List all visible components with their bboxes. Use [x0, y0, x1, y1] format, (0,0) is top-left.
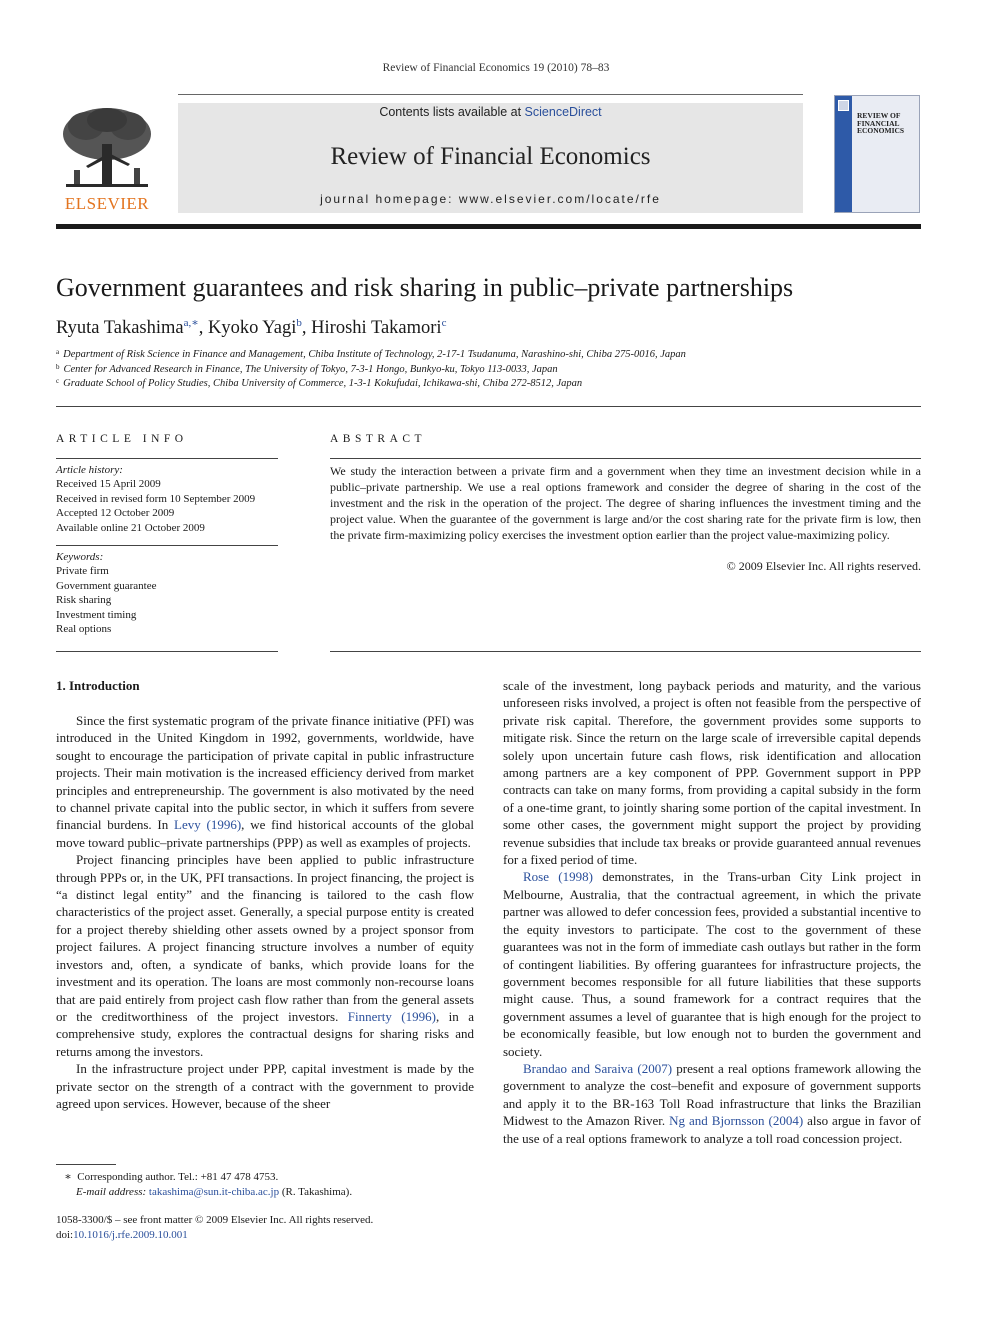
- journal-cover[interactable]: [834, 95, 920, 213]
- history-item: Accepted 12 October 2009: [56, 507, 175, 520]
- journal-homepage[interactable]: journal homepage: www.elsevier.com/locate/rfe: [320, 192, 661, 206]
- footnote-rule: [56, 1164, 116, 1165]
- sciencedirect-link[interactable]: ScienceDirect: [524, 105, 602, 119]
- history-item: Received 15 April 2009: [56, 478, 161, 491]
- author-sup[interactable]: a,∗: [183, 317, 199, 329]
- section-heading: 1. Introduction: [56, 678, 140, 693]
- paragraph: Brandao and Saraiva (2007) present a real options framework allowing the government to analyze the cost–benefit and exposure of government supports and apply it to the BR-163 Toll Road infrastructure that links the Brazilian Midwest to the Amazon River. Ng and Bjornsson (2004) also argue in favor of the use of a real options framework to analyze a toll road concession project.: [503, 1060, 922, 1146]
- divider: [330, 458, 921, 459]
- issn-line: 1058-3300/$ – see front matter © 2009 Elsevier Inc. All rights reserved. doi:10.1016/j.rfe.2009.10.001: [56, 1214, 374, 1241]
- paragraph: Rose (1998) demonstrates, in the Trans-urban City Link project in Melbourne, Australia, that the contractual agreement, in which the private partner was allowed to defer concession fees, provided a substantial incentive to the equity investors to participate. The cost to the government of these guarantees was not in the form of immediate cash outlays but rather in the form of contingent liabilities. By offering guarantees for infrastructure projects, the government becomes responsible for all future liabilities that these supports might cause. Thus, a sound framework for a contract requires that the government assumes a level of guarantee that is high enough for the project to be economically feasible, but low enough not to burden the government and society.: [503, 869, 921, 1059]
- author-sup[interactable]: b: [296, 317, 302, 329]
- copyright: © 2009 Elsevier Inc. All rights reserved.: [726, 559, 921, 573]
- cover-strip: [835, 96, 852, 212]
- paragraph: scale of the investment, long payback periods and maturity, and the various unforeseen risks involved, a project is often not feasible from the perspective of private risk capital. Therefore, the government provides some supports to mitigate risk. Since the return on the large scale of irreversible capital depends solely upon uncertain future cash flows, risk identification and allocation among partners are a key component of PPP. Government support in PPP contracts can take on many forms, from providing a capital subsidy in the form of a one-time grant, to jointly sharing some portion of the capital investment. In some other cases, the government might support the project by providing revenue subsidies that include tax breaks or provide guaranteed annual revenues for a fixed period of time.: [503, 678, 921, 868]
- footnotes: [56, 1170, 476, 1200]
- header-rule: [178, 94, 803, 95]
- citation-link[interactable]: Ng and Bjornsson (2004): [669, 1113, 804, 1129]
- paper-title: Government guarantees and risk sharing in public–private partnerships: [56, 273, 794, 302]
- divider: [330, 651, 921, 652]
- keywords: [56, 550, 286, 636]
- abstract-text: We study the interaction between a private firm and a government when they time an investment decision while in a public–private partnership. We use a real options framework and consider the degree of sharing in the cost of the investment and the risk in the operation of the project. The degree of sharing influences the investment timing and the project value. When the guarantee of the government is large and/or the cost sharing rate for the private firm is low, then the private firm-maximizing policy exercises the investment option earlier than the project value-maximizing policy.: [330, 464, 921, 542]
- author-list: Ryuta Takashima$^{a,∗}$, Kyoko Yagi$^b$, Hiroshi Takamori$^c$: [56, 317, 447, 338]
- keyword: Risk sharing: [56, 594, 112, 607]
- elsevier-logo[interactable]: [56, 104, 158, 214]
- author-name[interactable]: Ryuta Takashima: [56, 318, 184, 338]
- body-column-right: [503, 677, 921, 1147]
- keyword: Real options: [56, 623, 112, 636]
- body-column-left: [56, 712, 474, 1112]
- journal-title: Review of Financial Economics: [330, 143, 651, 170]
- history-item: Received in revised form 10 September 2009: [56, 492, 256, 505]
- divider: [56, 651, 278, 652]
- header-thick-rule: [56, 224, 921, 229]
- history-item: Available online 21 October 2009: [56, 521, 205, 534]
- citation-link[interactable]: Rose (1998): [523, 869, 593, 885]
- abstract-heading: ABSTRACT: [330, 433, 427, 445]
- author-name[interactable]: Kyoko Yagi: [207, 318, 297, 338]
- author-name[interactable]: Hiroshi Takamori: [311, 318, 442, 338]
- article-history: [56, 463, 286, 535]
- citation-link[interactable]: Brandao and Saraiva (2007): [523, 1060, 673, 1076]
- cover-title: REVIEW OF FINANCIAL ECONOMICS: [857, 111, 905, 135]
- contents-line: Contents lists available at ScienceDirect: [379, 105, 602, 119]
- journal-citation: Review of Financial Economics 19 (2010) 78–83: [382, 62, 610, 74]
- history-label: Article history:: [56, 464, 123, 476]
- corresponding-author-note: ∗ Corresponding author. Tel.: +81 47 478 4753.: [64, 1171, 279, 1183]
- tree-icon: [56, 104, 158, 192]
- article-info-heading: ARTICLE INFO: [56, 433, 188, 445]
- affiliation: $^b$ Center for Advanced Research in Finance, The University of Tokyo, 7-3-1 Hongo, Bunkyo-ku, Tokyo 113-0033, Japan: [56, 363, 558, 375]
- keyword: Private firm: [56, 565, 109, 578]
- email-link[interactable]: takashima@sun.it-chiba.ac.jp: [148, 1186, 280, 1198]
- citation-link[interactable]: Finnerty (1996): [347, 1008, 436, 1024]
- citation-link[interactable]: Levy (1996): [174, 817, 242, 833]
- keyword: Government guarantee: [56, 579, 157, 592]
- affiliation: $^a$ Department of Risk Science in Finance and Management, Chiba Institute of Technology, 2-17-1 Tsudanuma, Narashino-shi, Chiba 275-0016, Japan: [56, 348, 686, 360]
- paragraph: In the infrastructure project under PPP, capital investment is made by the private sector on the strength of a contract with the government to provide agreed upon services. However, because of the sheer: [56, 1061, 474, 1111]
- paragraph: Since the first systematic program of the private finance initiative (PFI) was introduced in the United Kingdom in 1992, governments, worldwide, have sought to encourage the participation of private capital in public infrastructure projects. Their main motivation is the increased efficiency derived from market principles and entrepreneurship. The government is also motivated by the need to channel private capital into the public sector, in which it suffers from severe financial burdens. In Levy (1996), we find historical accounts of the global move toward public–private partnerships (PPP) as well as examples of projects.: [56, 713, 474, 850]
- divider: [56, 406, 921, 407]
- author-sup[interactable]: c: [441, 317, 447, 329]
- divider: [56, 545, 278, 546]
- cover-badge-icon: [838, 100, 849, 111]
- divider: [56, 458, 278, 459]
- affiliation: $^c$ Graduate School of Policy Studies, Chiba University of Commerce, 1-3-1 Kokufudai, Ichikawa-shi, Chiba 272-8512, Japan: [56, 377, 583, 389]
- journal-banner: [178, 103, 803, 213]
- doi-link[interactable]: 10.1016/j.rfe.2009.10.001: [73, 1229, 188, 1241]
- keyword: Investment timing: [56, 608, 137, 621]
- paragraph: Project financing principles have been applied to public infrastructure through PPPs or, in the UK, PFI transactions. In project financing, the project is “a distinct legal entity” and the financing is tailored to the cash flow characteristics of the project asset. Generally, a special purpose entity is created for a project thereby shielding other assets owned by a project sponsor from project failures. A project financing structure involves a number of equity investors and, often, a syndicate of banks, which provide loans for the investment and its operation. The loans are most commonly non-recourse loans that are paid entirely from project cash flow rather than from the general assets or the creditworthiness of the project investors. Finnerty (1996), in a comprehensive study, explores the contractual designs for sharing risks and returns among the investors.: [56, 852, 474, 1059]
- email-note: E-mail address: takashima@sun.it-chiba.ac.jp (R. Takashima).: [76, 1186, 353, 1198]
- elsevier-wordmark: ELSEVIER: [64, 194, 150, 213]
- keywords-label: Keywords:: [56, 551, 104, 563]
